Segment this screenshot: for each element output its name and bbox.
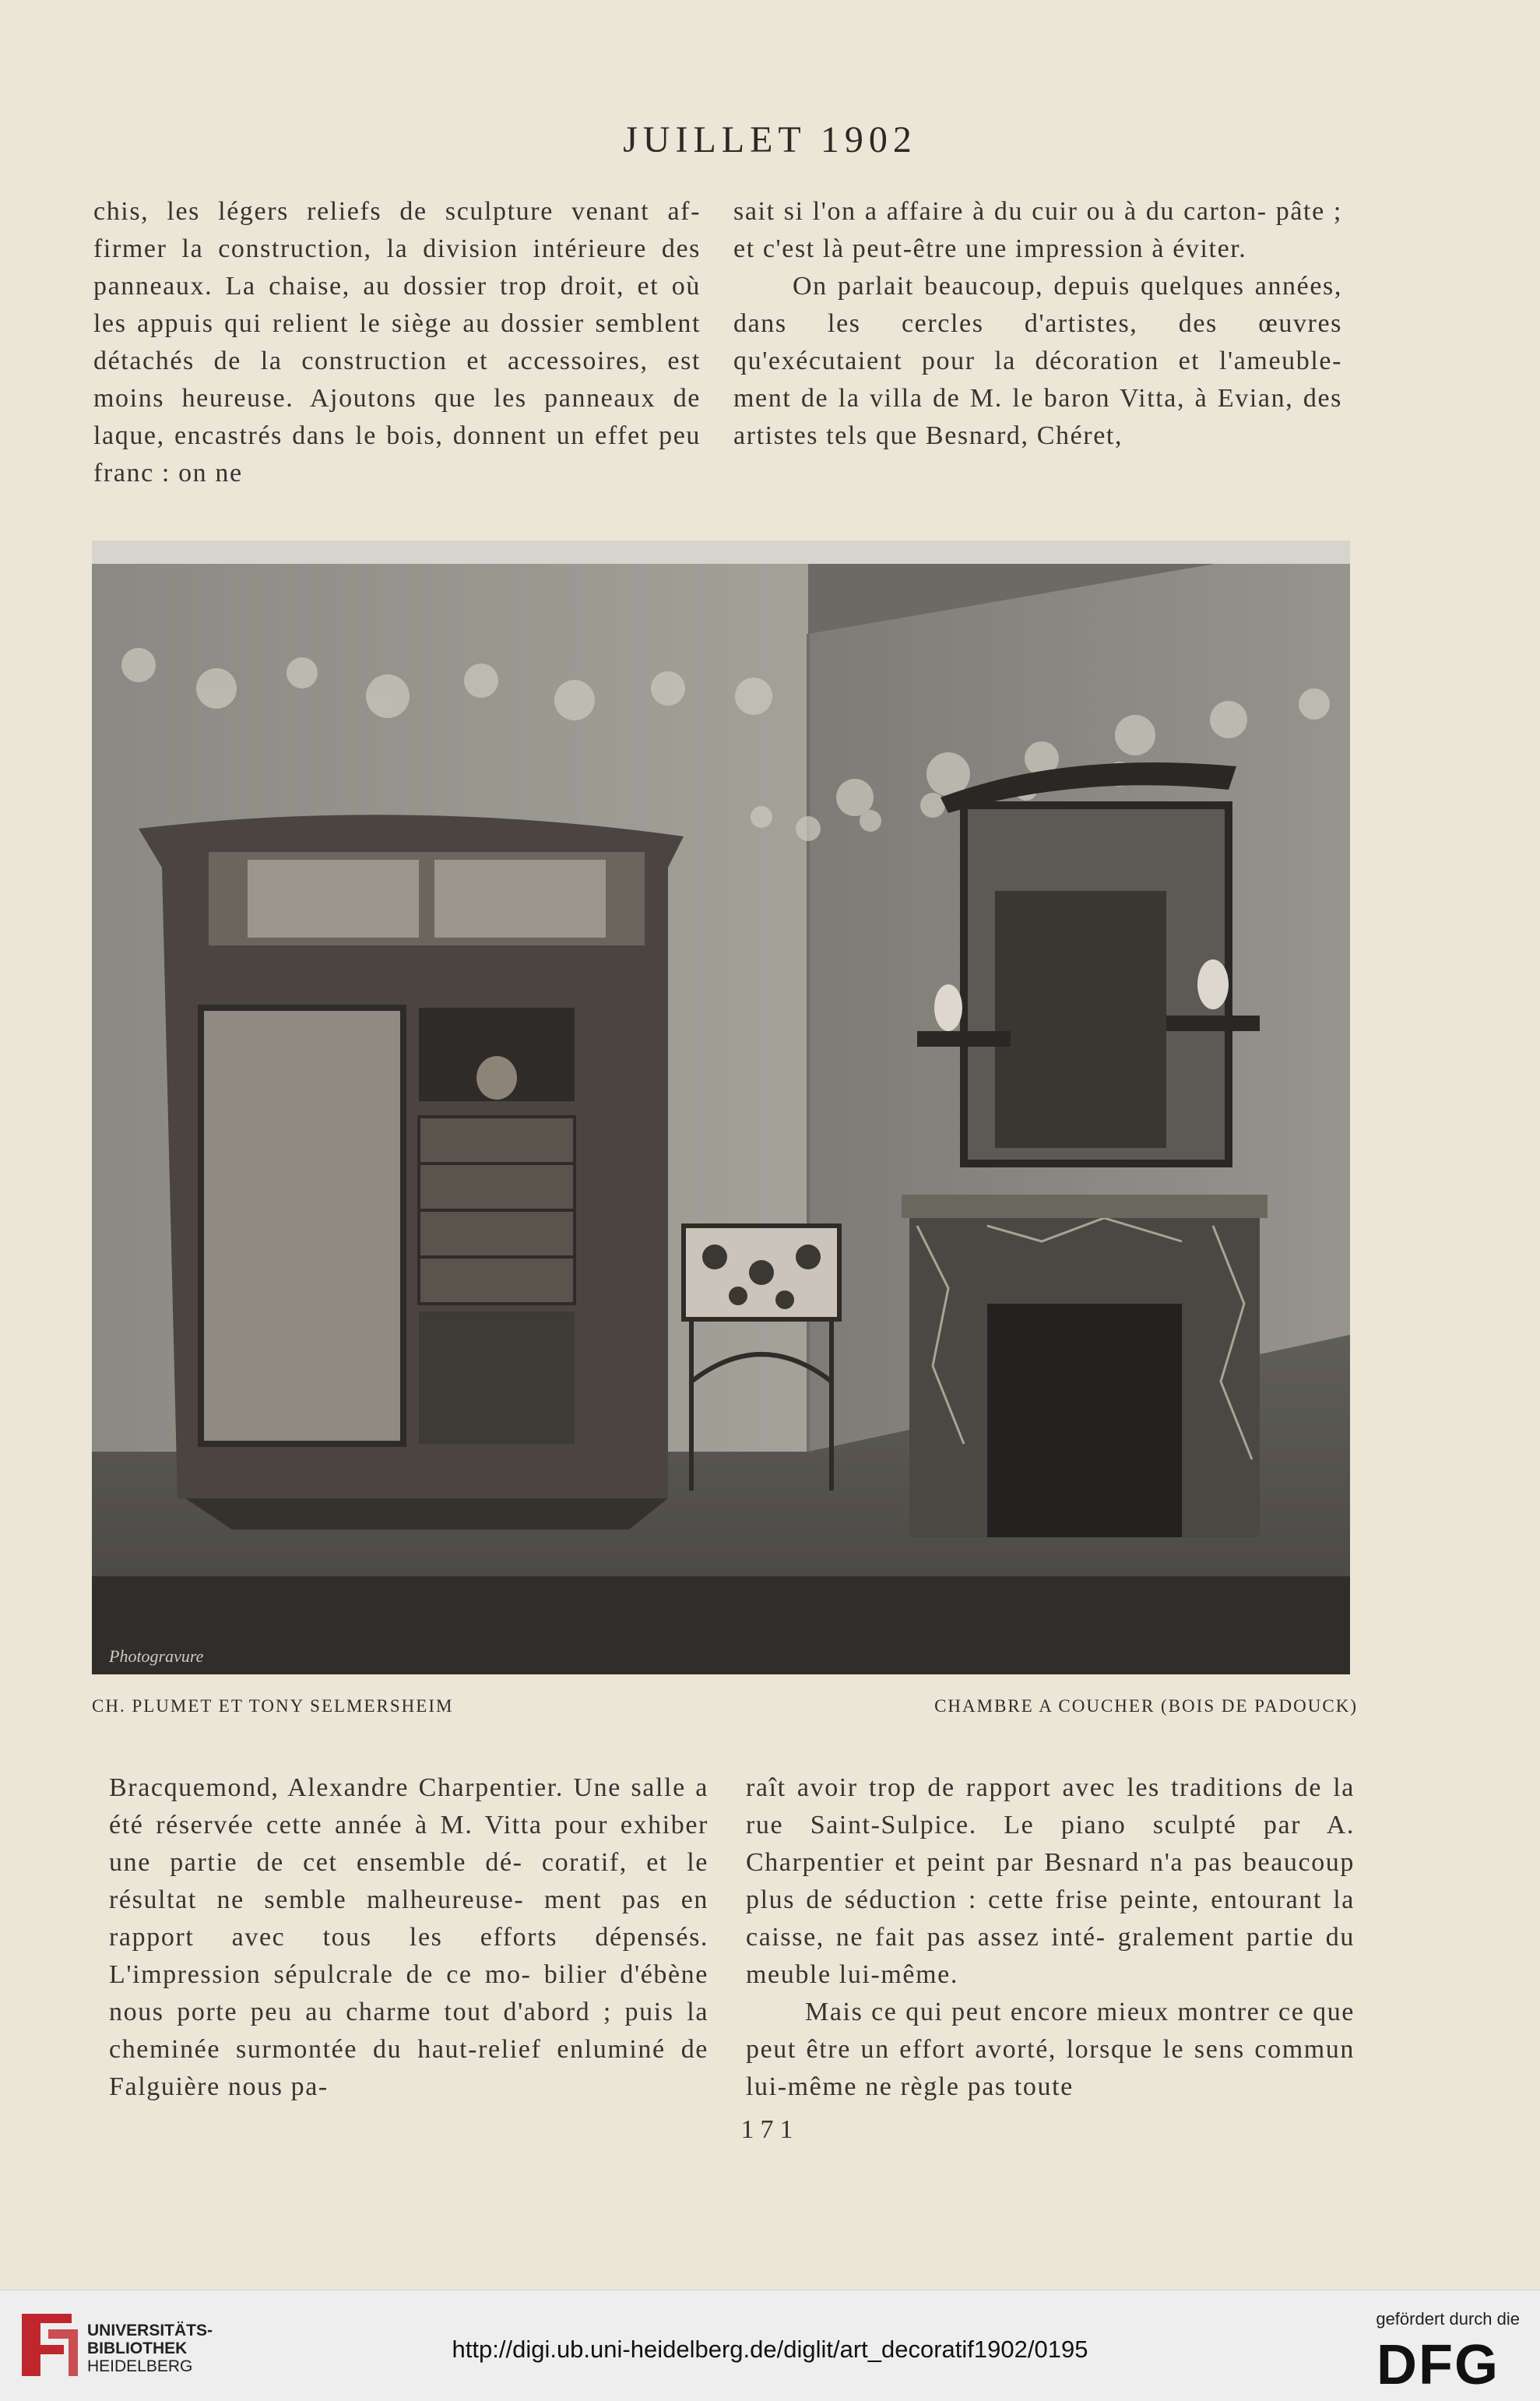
text-line: pour exhiber une partie de cet ensemble dé-: [109, 1811, 708, 1877]
text-line: accessoires, est moins heureuse. Ajoutons: [93, 347, 701, 413]
caption-artists: CH. PLUMET ET TONY SELMERSHEIM: [92, 1696, 454, 1716]
text-line: coratif, et le résultat ne semble malheureuse-: [109, 1848, 708, 1914]
text-column-bottom-left: [109, 1769, 708, 2106]
text-line: Mais ce qui peut encore mieux montrer: [805, 1998, 1271, 2026]
text-paragraph: [733, 268, 1342, 455]
caption-title: CHAMBRE A COUCHER (BOIS DE PADOUCK): [934, 1696, 1358, 1716]
text-paragraph: [109, 1769, 708, 2106]
text-line: années, dans les cercles d'artistes, des œuvres: [733, 272, 1342, 338]
text-line: raît avoir trop de rapport avec les traditions: [746, 1773, 1284, 1802]
page-number: 171: [740, 2115, 800, 2144]
text-line: sait si l'on a affaire à du cuir ou à du carton-: [733, 197, 1268, 226]
text-paragraph: [746, 1769, 1355, 1994]
running-head: JUILLET 1902: [623, 119, 917, 160]
text-line: qu'exécutaient pour la décoration et l'ameuble-: [733, 347, 1342, 375]
funding-text: gefördert durch die: [1376, 2309, 1520, 2329]
text-line: d'abord ; puis la cheminée surmontée du: [109, 1998, 709, 2064]
text-column-top-left: [93, 193, 701, 492]
text-line: A. Charpentier et peint par Besnard n'a pas: [746, 1811, 1355, 1877]
text-line: entourant la caisse, ne fait pas assez inté-: [746, 1885, 1355, 1952]
text-column-bottom-right: [746, 1769, 1355, 2106]
text-line: On parlait beaucoup, depuis quelques: [793, 272, 1245, 301]
text-line: gralement partie du meuble lui-même.: [746, 1923, 1355, 1989]
text-line: ment de la villa de M. le baron Vitta, à: [733, 384, 1208, 413]
library-name-line: UNIVERSITÄTS-: [87, 2322, 213, 2339]
viewer-footer-bar: [0, 2290, 1540, 2401]
library-name-line: BIBLIOTHEK: [87, 2339, 188, 2357]
text-line: de la rue Saint-Sulpice. Le piano sculpté par: [746, 1773, 1355, 1839]
engraver-signature: Photogravure: [109, 1646, 204, 1666]
text-line: salle a été réservée cette année à M. Vitta: [109, 1773, 708, 1839]
text-line: pâte ; et c'est là peut-être une impression à: [733, 197, 1342, 263]
text-column-top-right: [733, 193, 1342, 455]
text-line: beaucoup plus de séduction : cette frise peinte,: [746, 1848, 1355, 1914]
photo-plate-bedroom: [92, 540, 1350, 1674]
text-paragraph: [733, 193, 1342, 268]
text-line: bois, donnent un effet peu franc : on ne: [93, 421, 701, 488]
text-line: semblent détachés de la construction et: [93, 309, 701, 375]
text-line: panneaux. La chaise, au dossier trop droit, et: [93, 272, 659, 301]
text-paragraph: [93, 193, 701, 492]
text-paragraph: [746, 1994, 1355, 2106]
text-line: où les appuis qui relient le siège au dossier: [93, 272, 701, 338]
text-line: chis, les légers reliefs de sculpture venant af-: [93, 197, 701, 226]
wardrobe: [139, 815, 684, 1530]
text-line: ment pas en rapport avec tous les efforts: [109, 1885, 708, 1952]
text-line: Bracquemond, Alexandre Charpentier. Une: [109, 1773, 621, 1802]
text-line: firmer la construction, la division intérieure des: [93, 234, 701, 263]
text-line: bilier d'ébène nous porte peu au charme tout: [109, 1960, 708, 2026]
text-line: ce que peut être un effort avorté, lorsque le: [746, 1998, 1355, 2064]
text-line: sens commun lui-même ne règle pas toute: [746, 2035, 1355, 2101]
bedroom-photograph: [92, 540, 1350, 1674]
text-line: éviter.: [1173, 234, 1247, 263]
library-name-line: HEIDELBERG: [87, 2357, 193, 2375]
text-line: que les panneaux de laque, encastrés dans le: [93, 384, 701, 450]
text-line: Evian, des artistes tels que Besnard, Chéret,: [733, 384, 1342, 450]
text-line: dépensés. L'impression sépulcrale de ce mo-: [109, 1923, 709, 1989]
text-line: haut-relief enluminé de Falguière nous pa-: [109, 2035, 708, 2101]
dfg-logo-icon[interactable]: [1377, 2336, 1520, 2390]
svg-text:DFG: DFG: [1377, 2336, 1500, 2390]
permalink-url[interactable]: http://digi.ub.uni-heidelberg.de/diglit/art_decoratif1902/0195: [452, 2336, 1088, 2363]
